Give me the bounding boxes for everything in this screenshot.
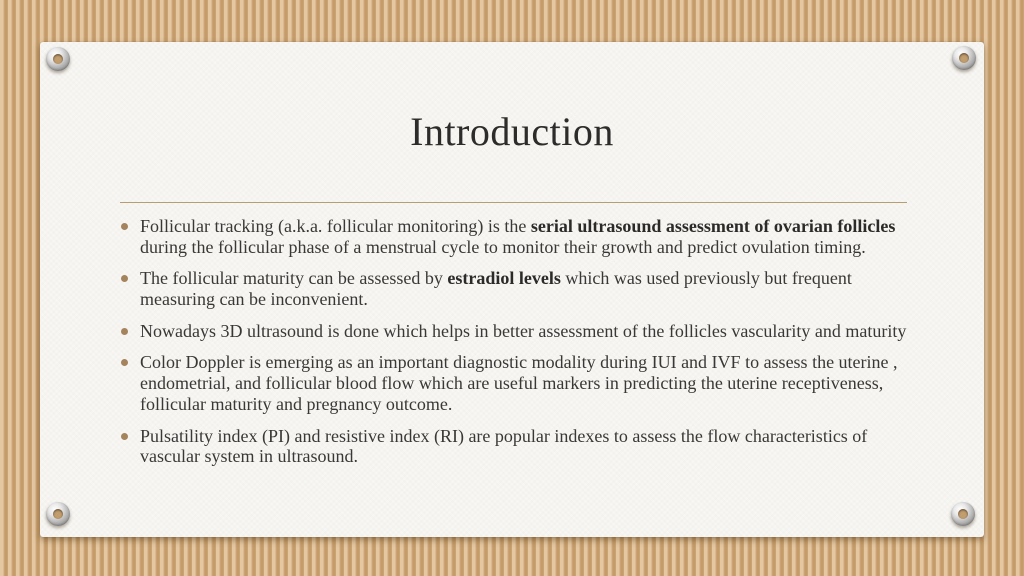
bullet-text-segment: Pulsatility index (PI) and resistive index (RI) are popular indexes to assess the flow characteristics of vascular system in ultrasound. [140, 425, 868, 467]
grommet-hole [959, 53, 969, 63]
bullet-text-segment: The follicular maturity can be assessed by [140, 268, 448, 289]
bullet-dot-icon [121, 359, 128, 366]
bullet-text-segment: which was used previously but frequent measuring can be inconvenient. [140, 268, 852, 310]
slide-card [40, 42, 984, 537]
bullet-text [140, 352, 898, 413]
bullet-text-bold-segment: serial ultrasound assessment of ovarian follicles [530, 216, 896, 236]
list-item [120, 426, 910, 467]
bullet-dot-icon [121, 328, 128, 335]
bullet-text-segment: Color Doppler is emerging as an important diagnostic modality during IUI and IVF to assess the uterine , endometrial, and follicular blood flow which are useful markers in predicting the uterine receptiveness, follicular maturity and pregnancy outcome. [140, 352, 898, 414]
bullet-text-segment: Follicular tracking (a.k.a. follicular monitoring) is the [140, 216, 531, 236]
bullet-text-segment: Nowadays 3D ultrasound is done which helps in better assessment of the follicles vascularity and maturity [140, 320, 907, 341]
grommet-top-left-icon [46, 47, 70, 71]
grommet-hole [53, 54, 63, 64]
grommet-bottom-left-icon [46, 502, 70, 526]
list-item [120, 216, 910, 257]
grommet-hole [53, 509, 63, 519]
grommet-top-right-icon [952, 46, 976, 70]
bullet-text-bold-segment: estradiol levels [447, 268, 561, 289]
grommet-bottom-right-icon [951, 502, 975, 526]
list-item [120, 352, 910, 414]
list-item [120, 321, 910, 342]
bullet-dot-icon [121, 275, 128, 282]
bullet-text [140, 321, 906, 341]
bullet-text [140, 216, 895, 257]
bullet-text [140, 426, 867, 467]
bullet-text [140, 268, 852, 309]
bullet-dot-icon [121, 433, 128, 440]
bullet-text-segment: during the follicular phase of a menstrual cycle to monitor their growth and predict ovulation timing. [140, 236, 866, 257]
title-divider [120, 202, 907, 203]
bullet-dot-icon [121, 223, 128, 230]
grommet-hole [958, 509, 968, 519]
slide-title: Introduction [410, 109, 614, 154]
list-item [120, 268, 910, 309]
bullet-list [120, 216, 910, 478]
